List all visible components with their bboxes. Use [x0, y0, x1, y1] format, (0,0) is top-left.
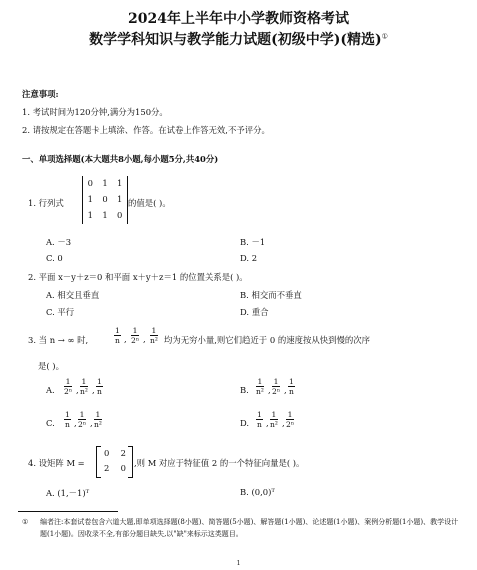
fraction: $\frac{1}{n}$ — [64, 410, 70, 429]
option-c: C. — [46, 418, 55, 428]
separator: , — [124, 334, 127, 344]
matrix-cell: 0 — [87, 178, 93, 188]
fraction: $\frac{1}{n}$ — [288, 377, 294, 396]
fraction: $\frac{1}{\text{2ⁿ}}$ — [64, 377, 73, 396]
fraction: $\frac{1}{n}$ — [114, 326, 120, 345]
fraction: $\frac{1}{\text{2ⁿ}}$ — [78, 410, 87, 429]
footnote-text: 编者注:本套试卷包含六道大题,即单项选择题(8小题)、简答题(5小题)、解答题(1小题)、论述题(1小题)、案例分析题(1小题)、教学设计题(1小题)。因收录不全,有部分题目缺失,以"缺"来标示这类题目。 — [40, 518, 459, 538]
matrix-row — [83, 194, 127, 204]
footnote-marker: ① — [381, 32, 388, 41]
option-d: D. — [240, 418, 250, 428]
notice-item: 2. 请按规定在答题卡上填涂、作答。在试卷上作答无效,不予评分。 — [22, 125, 270, 135]
matrix-cell: 1 — [102, 178, 108, 188]
option-b: B. 相交而不垂直 — [240, 290, 302, 300]
question-1-suffix: 的值是( )。 — [128, 198, 171, 208]
matrix-cell: 0 — [116, 210, 123, 220]
question-3-prefix: 3. 当 n → ∞ 时, — [28, 335, 89, 345]
question-4-suffix: ,则 M 对应于特征值 2 的一个特征向量是( )。 — [134, 458, 305, 468]
option-a: A. (1,－1)ᵀ — [46, 488, 90, 498]
matrix-bracket-left — [96, 446, 101, 478]
notice-heading: 注意事项: — [22, 89, 59, 99]
matrix-bracket-right — [128, 446, 133, 478]
option-c: C. 0 — [46, 253, 63, 263]
question-3-suffix: 均为无穷小量,则它们趋近于 0 的速度按从快到慢的次序 — [164, 335, 370, 345]
matrix-row — [83, 178, 127, 188]
question-4-prefix: 4. 设矩阵 M = — [28, 458, 85, 468]
option-a: A. — [46, 385, 55, 395]
fraction: $\frac{1}{\text{2ⁿ}}$ — [131, 326, 140, 345]
fraction: $\frac{1}{n}$ — [256, 410, 262, 429]
matrix-cell: 1 — [116, 178, 123, 188]
matrix-cell: 0 — [102, 194, 108, 204]
matrix-cell: 1 — [87, 210, 93, 220]
page-title: 2024年上半年中小学教师资格考试 — [128, 11, 349, 27]
option-d: D. 2 — [240, 253, 258, 263]
separator: , — [143, 334, 146, 344]
question-2-text: 2. 平面 x－y＋z＝0 和平面 x＋y＋z＝1 的位置关系是( )。 — [28, 272, 248, 282]
footnote-mark: ① — [22, 518, 29, 526]
determinant — [82, 176, 128, 224]
fraction: $\frac{1}{\text{n²}}$ — [150, 326, 158, 345]
option-b: B. (0,0)ᵀ — [240, 487, 275, 497]
matrix-row: 2 0 — [104, 463, 126, 473]
question-3-line2: 是( )。 — [38, 361, 64, 371]
matrix-row — [83, 210, 127, 220]
matrix-row: 0 2 — [104, 448, 126, 458]
fraction: $\frac{1}{\text{n²}}$ — [256, 377, 264, 396]
matrix-cell: 1 — [116, 194, 123, 204]
notice-item: 1. 考试时间为120分钟,满分为150分。 — [22, 107, 168, 117]
fraction: $\frac{1}{\text{n²}}$ — [80, 377, 88, 396]
option-a: A. －3 — [46, 237, 72, 247]
fraction: $\frac{1}{\text{n²}}$ — [94, 410, 102, 429]
fraction: $\frac{1}{\text{2ⁿ}}$ — [272, 377, 281, 396]
fraction: $\frac{1}{\text{n²}}$ — [270, 410, 278, 429]
option-b: B. －1 — [240, 237, 266, 247]
matrix-cell: 1 — [102, 210, 108, 220]
option-c: C. 平行 — [46, 307, 75, 317]
page-subtitle: 数学学科知识与教学能力试题(初级中学)(精选)① — [89, 32, 388, 48]
option-a: A. 相交且垂直 — [46, 290, 100, 300]
section-heading: 一、单项选择题(本大题共8小题,每小题5分,共40分) — [22, 154, 219, 164]
option-d: D. 重合 — [240, 307, 269, 317]
footnote-divider — [18, 511, 118, 512]
matrix-cell: 1 — [87, 194, 93, 204]
fraction: $\frac{1}{\text{2ⁿ}}$ — [286, 410, 295, 429]
question-1-prefix: 1. 行列式 — [28, 198, 64, 208]
page-number: 1 — [236, 560, 241, 567]
fraction: $\frac{1}{n}$ — [96, 377, 102, 396]
option-b: B. — [240, 385, 249, 395]
